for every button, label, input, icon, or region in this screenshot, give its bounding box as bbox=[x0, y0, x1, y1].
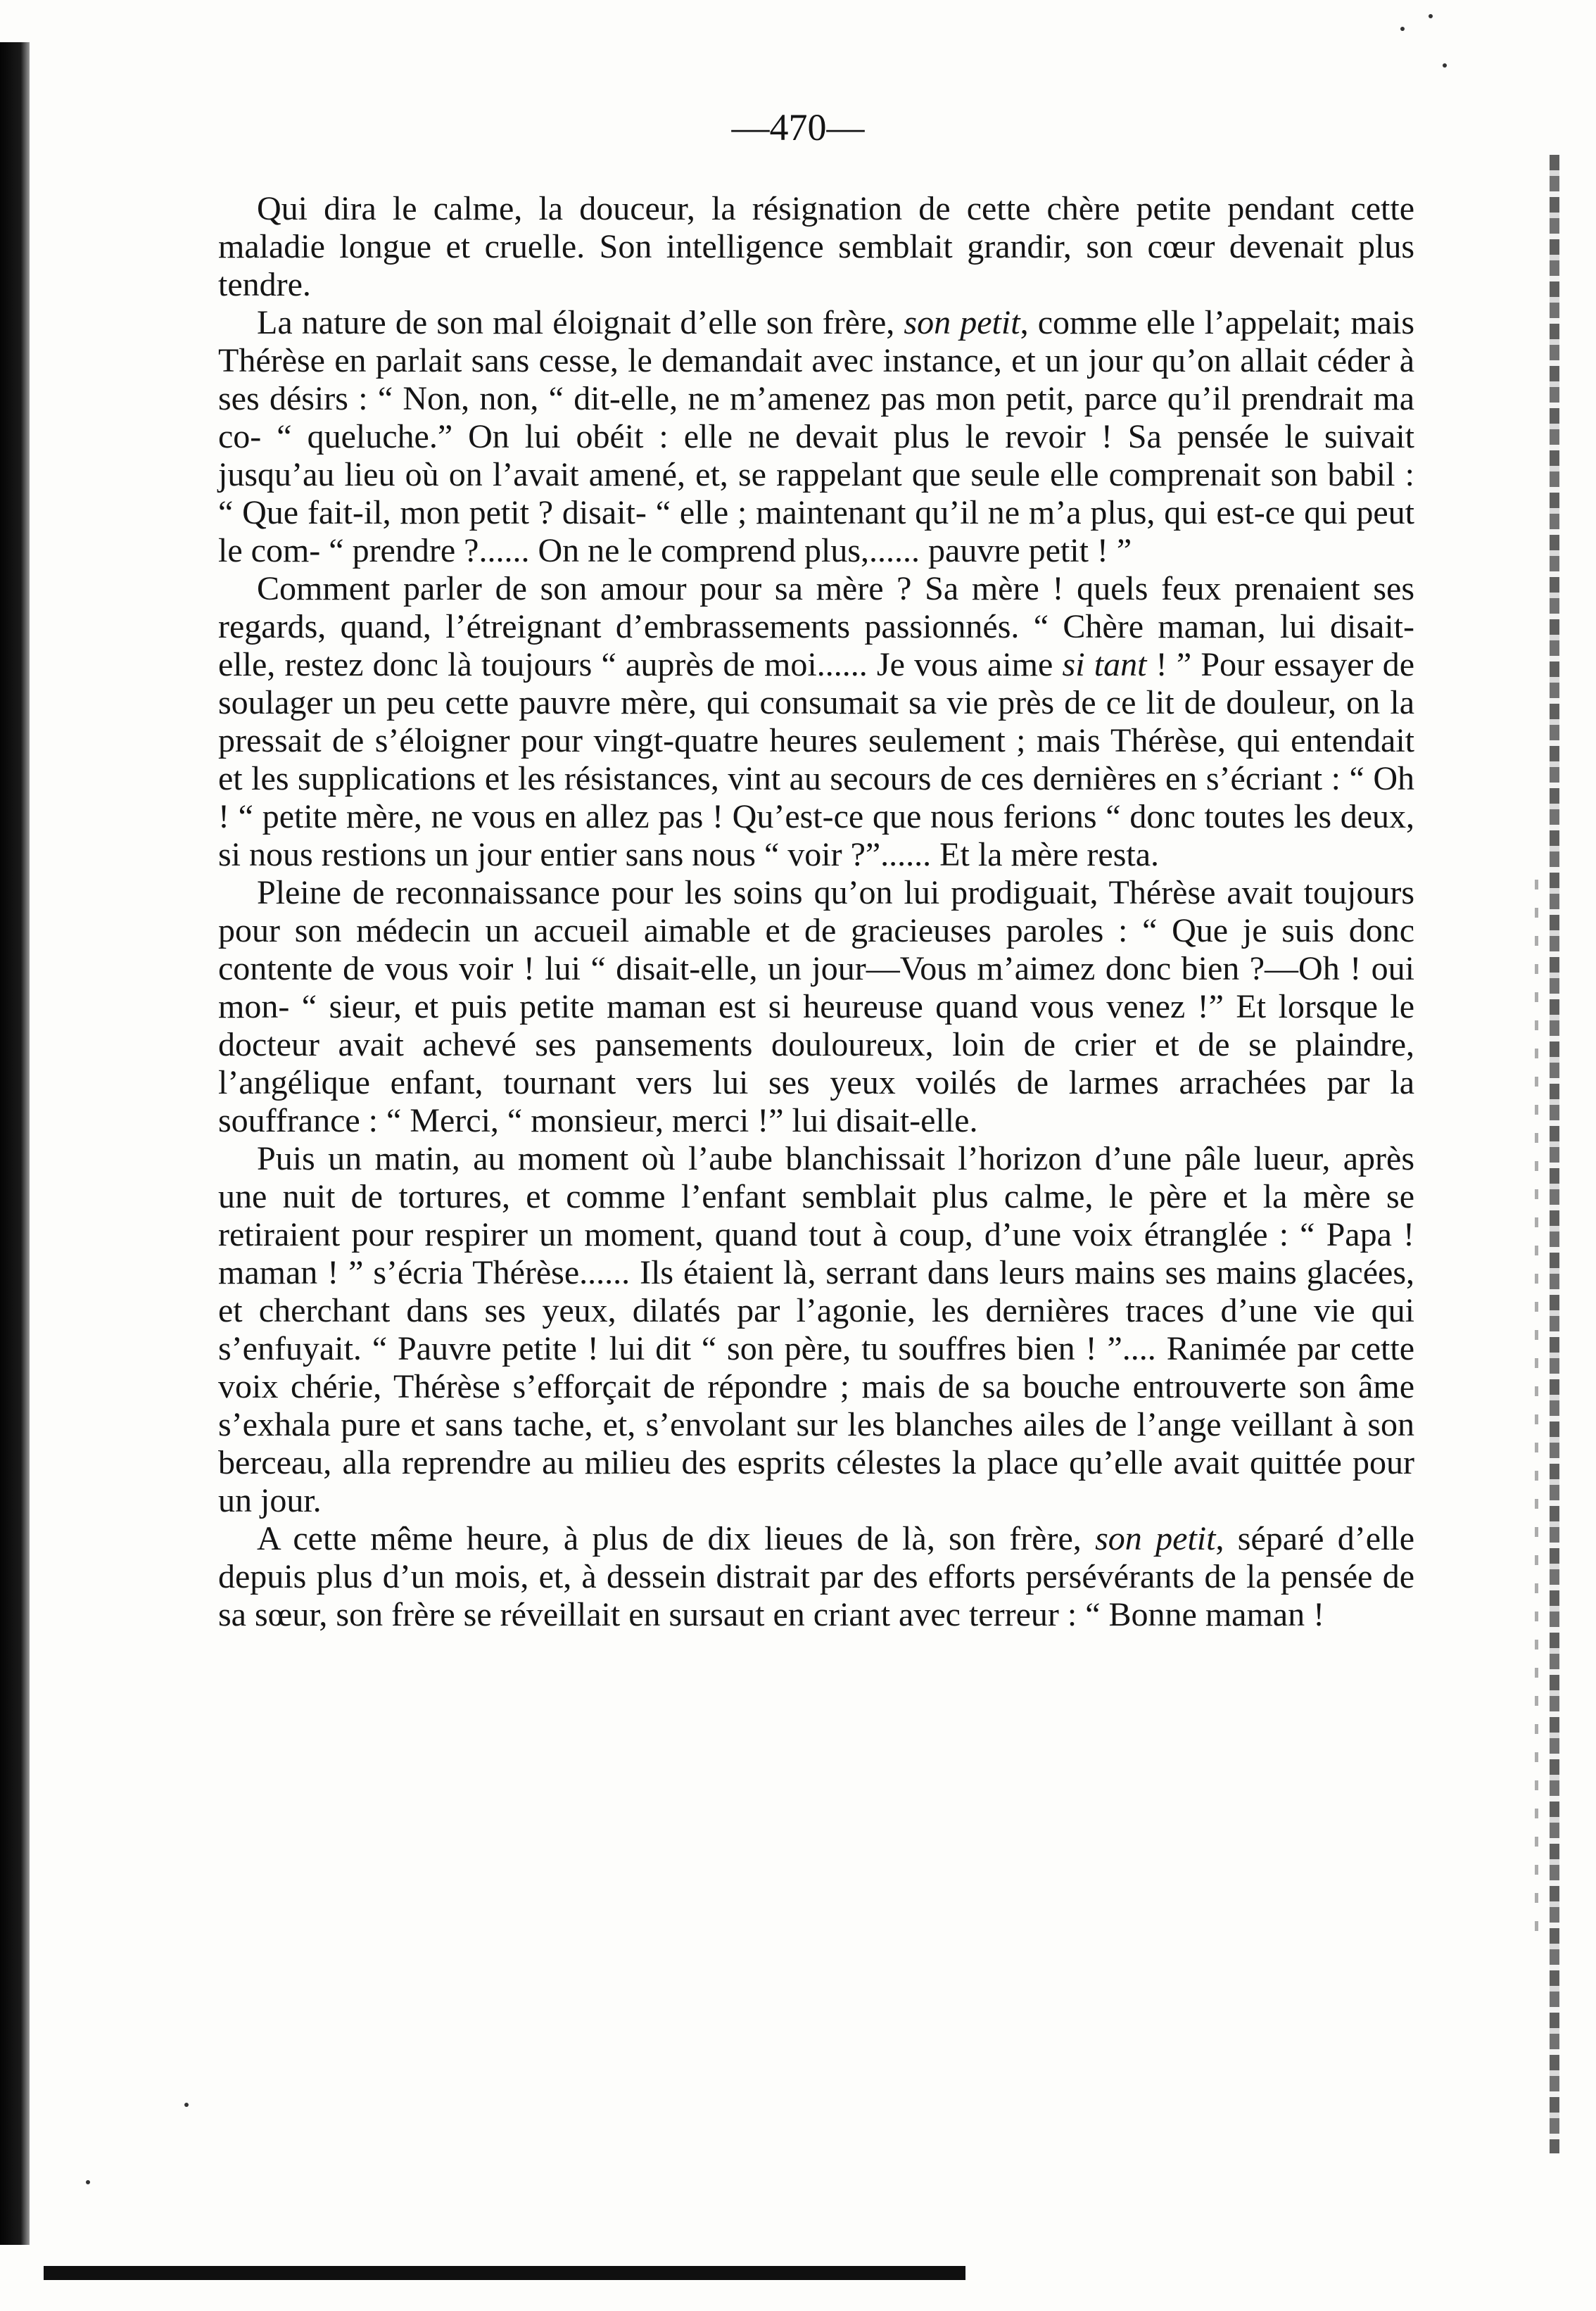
bottom-edge-bar bbox=[44, 2266, 965, 2280]
scan-speck bbox=[86, 2180, 90, 2184]
paragraph: Pleine de reconnaissance pour les soins qu’on lui prodiguait, Thérèse avait toujours pour son médecin un accueil aimable et de gracieuses paroles : “ Que je suis donc contente de vous voir ! lui “ disait-elle, un jour—Vous m’aimez donc bien ?—Oh ! oui mon- “ sieur, et puis petite maman est si heureuse quand vous venez !” Et lorsque le docteur avait achevé ses pansements douloureux, loin de crier et de se plaindre, l’angélique enfant, tournant vers lui ses yeux voilés de larmes arrachées par la souffrance : “ Merci, “ monsieur, merci !” lui disait-elle. bbox=[218, 874, 1414, 1139]
paragraph: Puis un matin, au moment où l’aube blanchissait l’horizon d’une pâle lueur, après une nuit de tortures, et comme l’enfant semblait plus calme, le père et la mère se retiraient pour respirer un moment, quand tout à coup, d’une voix étranglée : “ Papa ! maman ! ” s’écria Thérèse...... Ils étaient là, serrant dans leurs mains ses mains glacées, et cherchant dans ses yeux, dilatés par l’agonie, les dernières traces d’une vie qui s’enfuyait. “ Pauvre petite ! lui dit “ son père, tu souffres bien ! ”.... Ranimée par cette voix chérie, Thérèse s’efforçait de répondre ; mais de sa bouche entrouverte son âme s’exhala pure et sans tache, et, s’envolant sur les blanches ailes de l’ange veillant à son berceau, alla reprendre au milieu des esprits célestes la place qu’elle avait quittée pour un jour. bbox=[218, 1140, 1414, 1519]
binding-edge bbox=[0, 42, 30, 2245]
scan-speck bbox=[1400, 27, 1405, 31]
paragraph: Comment parler de son amour pour sa mère ? Sa mère ! quels feux prenaient ses regards, quand, l’étreignant d’embrassements passionnés. “ Chère maman, lui disait-elle, restez donc là toujours “ auprès de moi...... Je vous aime si tant ! ” Pour essayer de soulager un peu cette pauvre mère, qui consumait sa vie près de ce lit de douleur, on la pressait de s’éloigner pour vingt-quatre heures seulement ; mais Thérèse, qui entendait et les supplications et les résistances, vint au secours de ces dernières en s’écriant : “ Oh ! “ petite mère, ne vous en allez pas ! Qu’est-ce que nous ferions “ donc toutes les deux, si nous restions un jour entier sans nous “ voir ?”...... Et la mère resta. bbox=[218, 570, 1415, 873]
scan-speck bbox=[1443, 63, 1447, 68]
paragraph: La nature de son mal éloignait d’elle son frère, son petit, comme elle l’appelait; mais Thérèse en parlait sans cesse, le demandait avec instance, et un jour qu’on allait céder à ses désirs : “ Non, non, “ dit-elle, ne m’amenez pas mon petit, parce qu’il prendrait ma co- “ queluche.” On lui obéit : elle ne devait plus le revoir ! Sa pensée le suivait jusqu’au lieu où on l’avait amené, et, se rappelant que seule elle comprenait son babil : “ Que fait-il, mon petit ? disait- “ elle ; maintenant qu’il ne m’a plus, qui est-ce qui peut le com- “ prendre ?...... On ne le comprend plus,...... pauvre petit ! ” bbox=[218, 304, 1414, 569]
body-text bbox=[218, 190, 1414, 1634]
page-number: —470— bbox=[731, 106, 865, 148]
paragraph: A cette même heure, à plus de dix lieues de là, son frère, son petit, séparé d’elle depuis plus d’un mois, et, à dessein distrait par des efforts persévérants de la pensée de sa sœur, son frère se réveillait en sursaut en criant avec terreur : “ Bonne maman ! bbox=[218, 1520, 1414, 1633]
scan-speck bbox=[184, 2103, 189, 2107]
paragraph: Qui dira le calme, la douceur, la résignation de cette chère petite pendant cette maladie longue et cruelle. Son intelligence semblait grandir, son cœur devenait plus tendre. bbox=[218, 190, 1414, 303]
scan-edge-artifact bbox=[1550, 155, 1559, 2153]
scan-edge-artifact-inner bbox=[1535, 880, 1538, 1935]
scan-speck bbox=[1429, 14, 1433, 18]
